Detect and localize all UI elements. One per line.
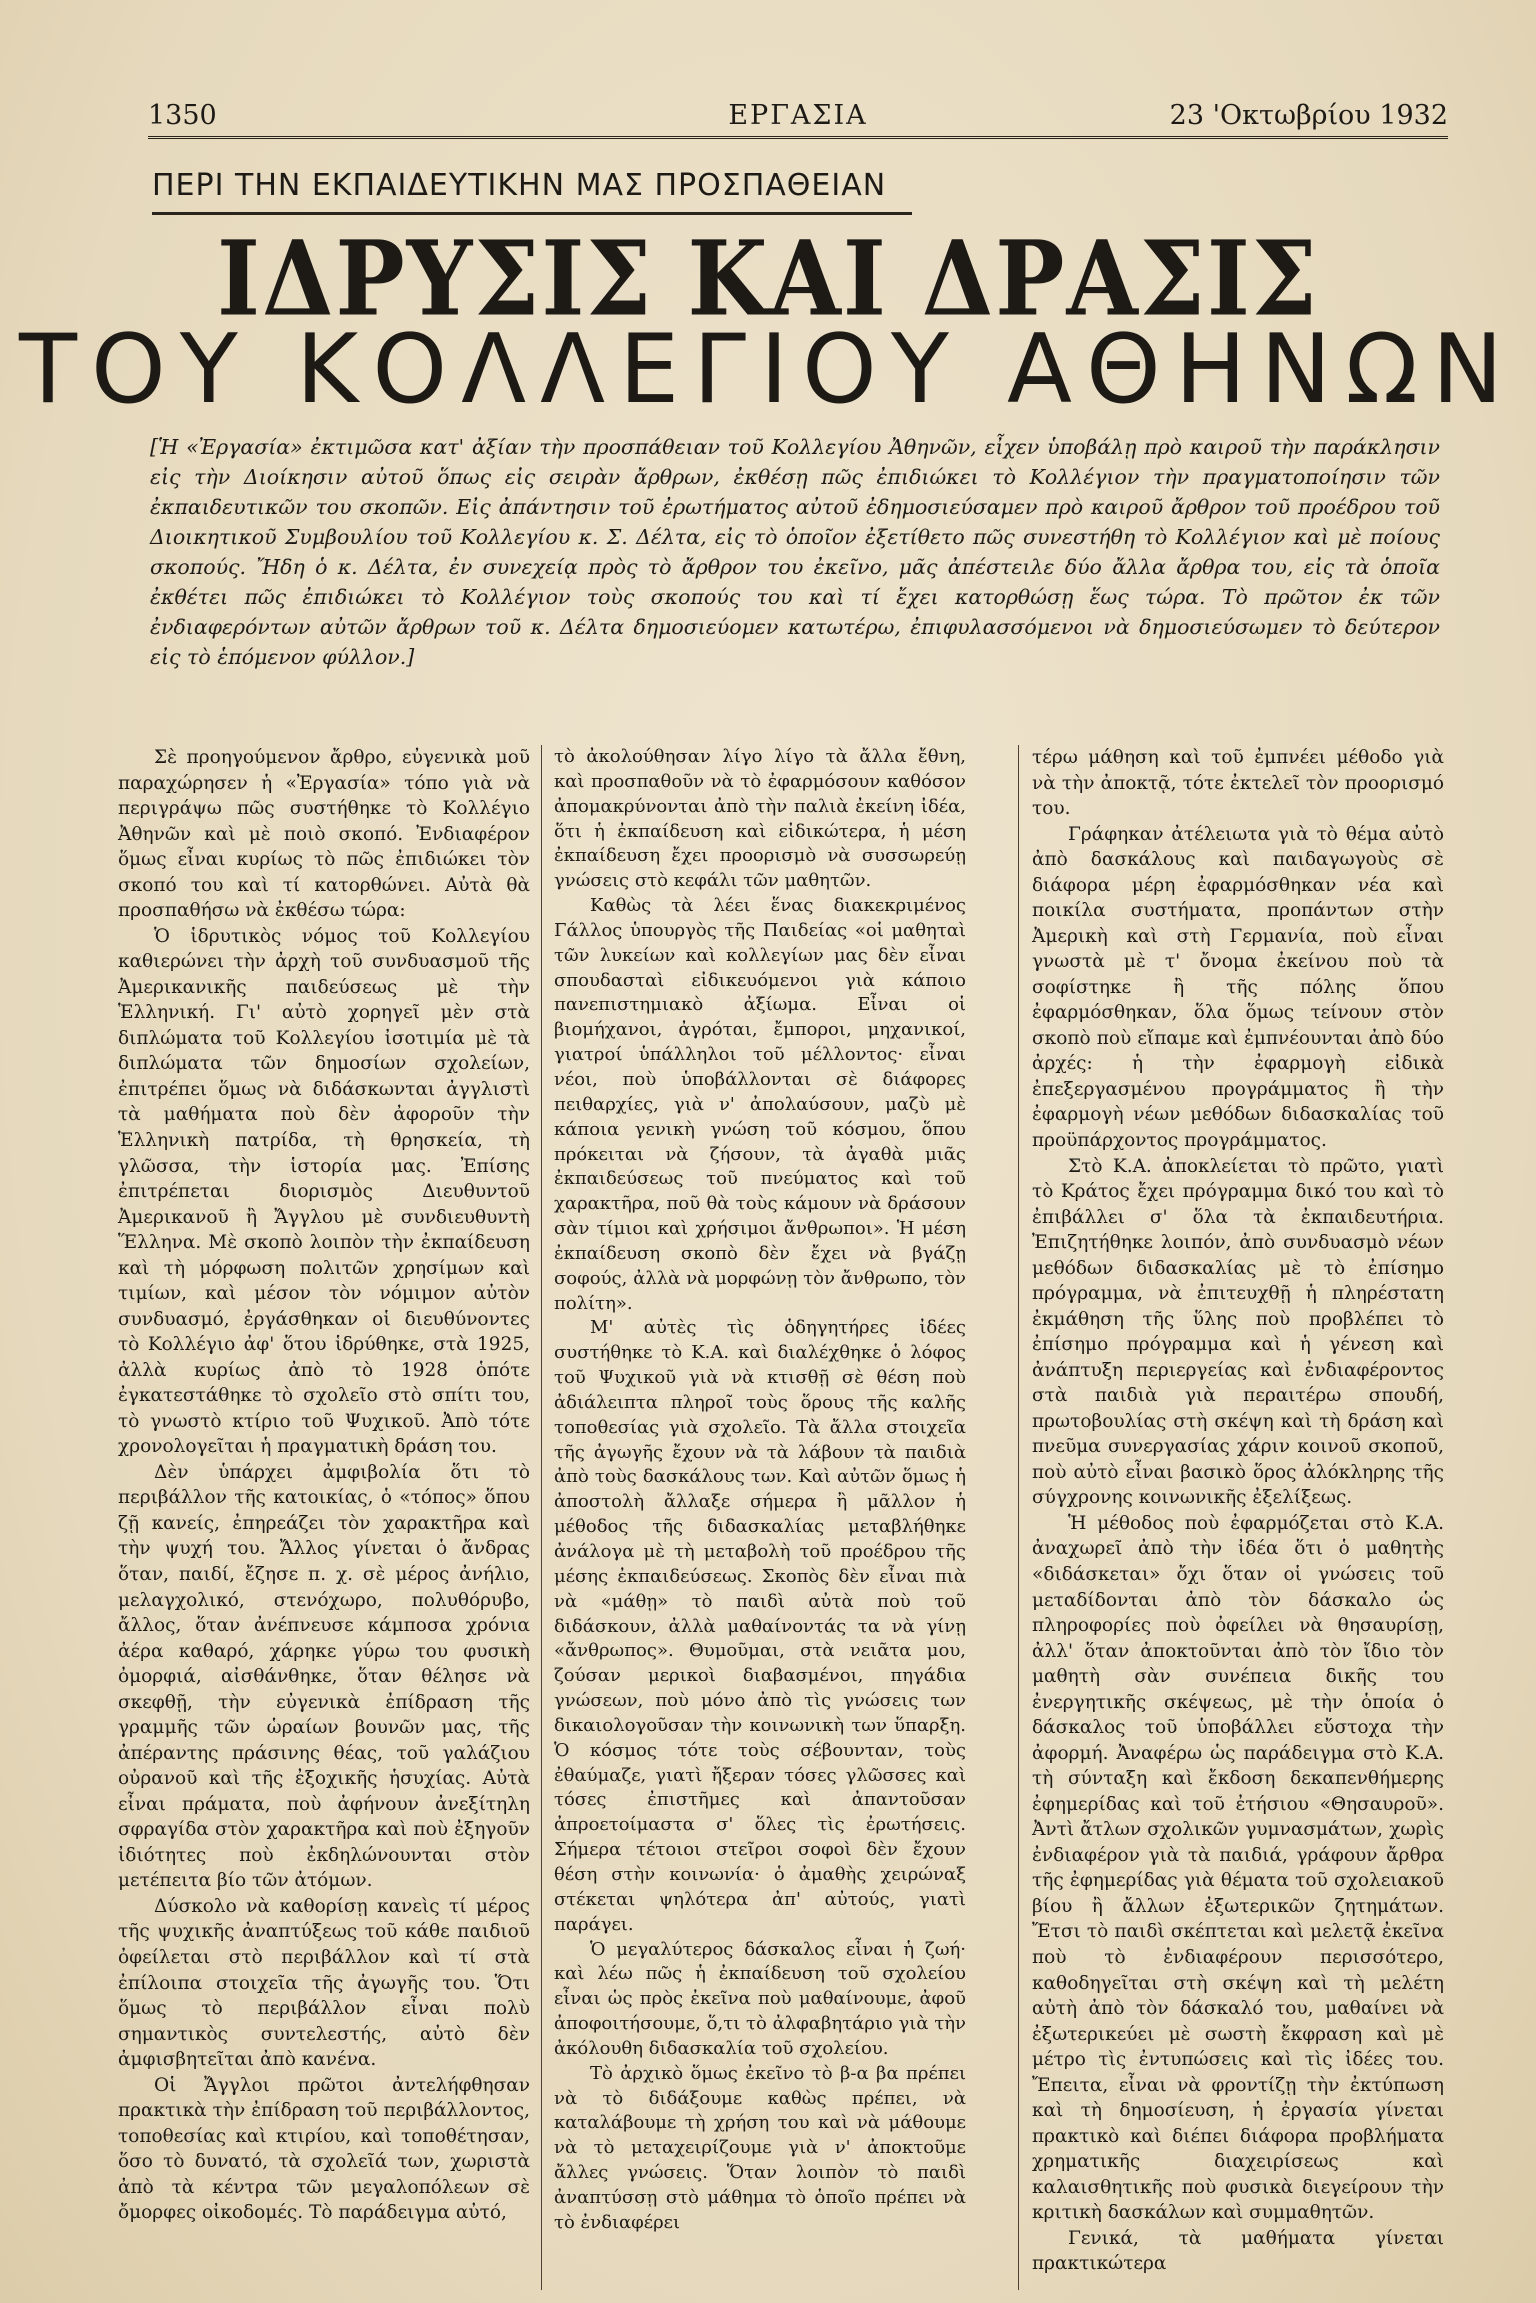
headline-line-2: ΤΟΥ ΚΟΛΛΕΓΙΟΥ ΑΘΗΝΩΝ — [19, 315, 1517, 425]
issue-date: 23 'Οκτωβρίου 1932 — [1169, 100, 1448, 131]
paragraph: Δὲν ὑπάρχει ἀμφιβολία ὅτι τὸ περιβάλλον τῆς κατοικίας, ὁ «τόπος» ὅπου ζῇ κανείς, ἐπηρεάζει τὸν χαρακτῆρα καὶ τὴν ψυχή του. Ἄλλος γίνεται ὁ ἄνδρας ὅταν, παιδί, ἔζησε π. χ. σὲ μέρος ἀνήλιο, μελαγχολικό, στενόχωρο, πολυθόρυβο, ἄλλος, ὅταν ἀνέπνευσε κάμποσα χρόνια ἀέρα καθαρό, χάρηκε γύρω του φυσικὴ ὀμορφιά, αἰσθάνθηκε, ὅταν θέλησε νὰ σκεφθῇ, τὴν εὐγενικὰ ἐπίδραση τῆς γραμμῆς τῶν ὡραίων βουνῶν μας, τῆς ἀπέραντης πράσινης θέας, τοῦ γαλάζιου οὐρανοῦ καὶ τῆς ἐξοχικῆς ἡσυχίας. Αὐτὰ εἶναι πράματα, ποὺ ἀφήνουν ἀνεξίτηλη σφραγίδα στὸν χαρακτῆρα καὶ ποὺ ἐξηγοῦν ἰδιότητες ποὺ ἐκδηλώνουνται στὸν μετέπειτα βίο τῶν ἀτόμων. — [118, 1461, 530, 1892]
paragraph: Γράφηκαν ἀτέλειωτα γιὰ τὸ θέμα αὐτὸ ἀπὸ δασκάλους καὶ παιδαγωγοὺς σὲ διάφορα μέρη ἐφαρμόσθηκαν νέα καὶ ποικίλα συστήματα, προπάντων στὴν Ἀμερικὴ καὶ στὴ Γερμανία, ποὺ εἶναι γνωστὰ μὲ τ' ὄνομα ἐκείνου ποὺ τὰ σοφίστηκε ἢ τῆς πόλης ὅπου ἐφαρμόσθηκαν, ὅλα ὅμως τείνουν στὸν σκοπὸ ποὺ εἴπαμε καὶ ἐμπνέουνται ἀπὸ δύο ἀρχές: ἡ τὴν ἐφαρμογὴ εἰδικὰ ἐπεξεργασμένου προγράμματος ἢ τὴν ἐφαρμογὴ νέων μεθόδων διδασκαλίας τοῦ προϋπάρχοντος προγράμματος. — [1032, 823, 1444, 1151]
paragraph: τὸ ἀκολούθησαν λίγο λίγο τὰ ἄλλα ἔθνη, καὶ προσπαθοῦν νὰ τὸ ἐφαρμόσουν καθόσον ἀπομακρύνονται ἀπὸ τὴν παλιὰ ἐκείνη ἰδέα, ὅτι ἡ ἐκπαίδευση καὶ εἰδικώτερα, ἡ μέση ἐκπαίδευση ἔχει προορισμὸ νὰ συσσωρεύῃ γνώσεις στὸ κεφάλι τῶν μαθητῶν. — [554, 746, 966, 892]
paragraph: Γενικά, τὰ μαθήματα γίνεται πρακτικώτερα — [1032, 2227, 1444, 2275]
section-rule — [152, 212, 912, 215]
paragraph: Ὁ μεγαλύτερος δάσκαλος εἶναι ἡ ζωή· καὶ λέω πῶς ἡ ἐκπαίδευση τοῦ σχολείου εἶναι ὡς πρὸς ἐκεῖνα ποὺ μαθαίνουμε, ἀφοῦ ἀποφοιτήσουμε, ὅ,τι τὸ ἀλφαβητάριο γιὰ τὴν ἀκόλουθη διδασκαλία τοῦ σχολείου. — [554, 1938, 966, 2059]
paragraph: Τὸ ἀρχικὸ ὅμως ἐκεῖνο τὸ β-α βα πρέπει νὰ τὸ διδάξουμε καθὼς πρέπει, νὰ καταλάβουμε τὴ χρήση του καὶ νὰ μάθουμε νὰ τὸ μεταχειρίζουμε γιὰ ν' ἀποκτοῦμε ἄλλες γνώσεις. Ὅταν λοιπὸν τὸ παιδὶ ἀναπτύσσῃ στὸ μάθημα τὸ ὁποῖο πρέπει νὰ τὸ ἐνδιαφέρει — [554, 2062, 966, 2233]
editorial-intro: [Ἡ «Ἐργασία» ἐκτιμῶσα κατ' ἀξίαν τὴν προσπάθειαν τοῦ Κολλεγίου Ἀθηνῶν, εἶχεν ὑποβάλῃ πρὸ καιροῦ τὴν παράκλησιν εἰς τὴν Διοίκησιν αὐτοῦ ὅπως εἰς σειρὰν ἄρθρων, ἐκθέσῃ πῶς ἐπιδιώκει τὸ Κολλέγιον τὴν πραγματοποίησιν τῶν ἐκπαιδευτικῶν του σκοπῶν. Εἰς ἀπάντησιν τοῦ ἐρωτήματος αὐτοῦ ἐδημοσιεύσαμεν πρὸ καιροῦ ἄρθρον τοῦ προέδρου τοῦ Διοικητικοῦ Συμβουλίου τοῦ Κολλεγίου κ. Σ. Δέλτα, εἰς τὸ ὁποῖον ἐξετίθετο πῶς συνεστήθη τὸ Κολλέγιον καὶ μὲ ποίους σκοπούς. Ἤδη ὁ κ. Δέλτα, ἐν συνεχείᾳ πρὸς τὸ ἄρθρον του ἐκεῖνο, μᾶς ἀπέστειλε δύο ἄλλα ἄρθρα του, εἰς τὰ ὁποῖα ἐκθέτει πῶς ἐπιδιώκει τὸ Κολλέγιον τοὺς σκοπούς του καὶ τί ἔχει κατορθώσῃ ἕως τώρα. Τὸ πρῶτον ἐκ τῶν ἐνδιαφερόντων αὐτῶν ἄρθρων τοῦ κ. Δέλτα δημοσιεύομεν κατωτέρω, ἐπιφυλασσόμενοι νὰ δημοσιεύσωμεν τὸ δεύτερον εἰς τὸ ἑπόμενον φύλλον.] — [150, 435, 1440, 669]
paragraph: Οἱ Ἄγγλοι πρῶτοι ἀντελήφθησαν πρακτικὰ τὴν ἐπίδραση τοῦ περιβάλλοντος, τοποθεσίας καὶ κτιρίου, καὶ τοποθέτησαν, ὅσο τὸ δυνατό, τὰ σχολεῖά των, χωριστὰ ἀπὸ τὰ κέντρα τῶν μεγαλοπόλεων σὲ ὄμορφες οἰκοδομές. Τὸ παράδειγμα αὐτό, — [118, 2074, 530, 2224]
paragraph: Ὁ ἱδρυτικὸς νόμος τοῦ Κολλεγίου καθιερώνει τὴν ἀρχὴ τοῦ συνδυασμοῦ τῆς Ἀμερικανικῆς παιδεύσεως μὲ τὴν Ἑλληνική. Γι' αὐτὸ χορηγεῖ μὲν στὰ διπλώματα τοῦ Κολλεγίου ἰσοτιμία μὲ τὰ διπλώματα τῶν δημοσίων σχολείων, ἐπιτρέπει ὅμως νὰ διδάσκωνται ἀγγλιστὶ τὰ μαθήματα ποὺ δὲν ἀφοροῦν τὴν Ἑλληνικὴ πατρίδα, τὴ θρησκεία, τὴ γλῶσσα, τὴν ἱστορία μας. Ἐπίσης ἐπιτρέπεται διορισμὸς Διευθυντοῦ Ἀμερικανοῦ ἢ Ἄγγλου μὲ συνδιευθυντὴ Ἕλληνα. Μὲ σκοπὸ λοιπὸν τὴν ἐκπαίδευση καὶ τὴ μόρφωση πολιτῶν χρησίμων καὶ τιμίων, καὶ μέσον τὸν νόμιμον αὐτὸν συνδυασμό, ἐργάσθηκαν οἱ διευθύνοντες τὸ Κολλέγιο ἀφ' ὅτου ἱδρύθηκε, στὰ 1925, ἀλλὰ κυρίως ἀπὸ τὸ 1928 ὁπότε ἐγκατεστάθηκε τὸ σχολεῖο στὸ σπίτι του, τὸ γνωστὸ κτίριο τοῦ Ψυχικοῦ. Ἀπὸ τότε χρονολογεῖται ἡ πραγματικὴ δράση του. — [118, 925, 530, 1458]
publication-title: ΕΡΓΑΣΙΑ — [728, 100, 868, 131]
section-label: ΠΕΡΙ ΤΗΝ ΕΚΠΑΙΔΕΥΤΙΚΗΝ ΜΑΣ ΠΡΟΣΠΑΘΕΙΑΝ — [152, 168, 887, 203]
page-number: 1350 — [148, 100, 217, 131]
article-column-2 — [554, 745, 966, 2236]
article-column-3 — [1032, 745, 1444, 2277]
column-divider — [541, 745, 542, 2290]
paragraph: Μ' αὐτὲς τὶς ὁδηγητήρες ἰδέες συστήθηκε τὸ Κ.Α. καὶ διαλέχθηκε ὁ λόφος τοῦ Ψυχικοῦ γιὰ νὰ κτισθῇ σὲ θέση ποὺ ἀδιάλειπτα πληροῖ τοὺς ὅρους τῆς καλῆς τοποθεσίας γιὰ σχολεῖο. Τὰ ἄλλα στοιχεῖα τῆς ἀγωγῆς ἔχουν νὰ τὰ λάβουν τὰ παιδιὰ ἀπὸ τοὺς δασκάλους των. Καὶ αὐτῶν ὅμως ἡ ἀποστολὴ ἄλλαξε σήμερα ἢ μᾶλλον ἡ μέθοδος τῆς διδασκαλίας μεταβλήθηκε ἀνάλογα μὲ τὴ μεταβολὴ τοῦ προέδρου τῆς μέσης ἐκπαιδεύσεως. Σκοπὸς δὲν εἶναι πιὰ νὰ «μάθῃ» τὸ παιδὶ αὐτὰ ποὺ τοῦ διδάσκουν, ἀλλὰ μαθαίνοντάς τα νὰ γίνῃ «ἄνθρωπος». Θυμοῦμαι, στὰ νειᾶτα μου, ζούσαν μερικοὶ διαβασμένοι, πηγάδια γνώσεων, ποὺ μόνο ἀπὸ τὶς γνώσεις των δικαιολογοῦσαν τὴν κοινωνικὴ των ὕπαρξη. Ὁ κόσμος τότε τοὺς σέβουνταν, τοὺς ἐθαύμαζε, γιατὶ ἤξεραν τόσες γλῶσσες καὶ τόσες ἐπιστῆμες καὶ ἀπαντοῦσαν ἀπροετοίμαστα σ' ὅλες τὶς ἐρωτήσεις. Σήμερα τέτοιοι στεῖροι σοφοὶ δὲν ἔχουν θέση στὴν κοινωνία· ὁ ἀμαθὴς χειρώναξ στέκεται ψηλότερα ἀπ' αὐτούς, γιατὶ παράγει. — [554, 1317, 966, 1935]
paragraph: Σὲ προηγούμενον ἄρθρο, εὐγενικὰ μοῦ παραχώρησεν ἡ «Ἐργασία» τόπο γιὰ νὰ περιγράψω πῶς συστήθηκε τὸ Κολλέγιο Ἀθηνῶν καὶ μὲ ποιὸ σκοπό. Ἐνδιαφέρον ὅμως εἶναι κυρίως τὸ πῶς ἐπιδιώκει τὸν σκοπό του καὶ τί κατορθώνει. Αὐτὰ θὰ προσπαθήσω νὰ ἐκθέσω τώρα: — [118, 747, 530, 922]
headline-line-1: ΙΔΡΥΣΙΣ ΚΑΙ ΔΡΑΣΙΣ — [217, 218, 1319, 339]
paragraph: Δύσκολο νὰ καθορίσῃ κανεὶς τί μέρος τῆς ψυχικῆς ἀναπτύξεως τοῦ κάθε παιδιοῦ ὀφείλεται στὸ περιβάλλον καὶ τί στὰ ἐπίλοιπα στοιχεῖα τῆς ἀγωγῆς του. Ὅτι ὅμως τὸ περιβάλλον εἶναι πολὺ σημαντικὸς συντελεστής, αὐτὸ δὲν ἀμφισβητεῖται ἀπὸ κανένα. — [118, 1895, 530, 2071]
paragraph: Στὸ Κ.Α. ἀποκλείεται τὸ πρῶτο, γιατὶ τὸ Κράτος ἔχει πρόγραμμα δικό του καὶ τὸ ἐπιβάλλει σ' ὅλα τὰ ἐκπαιδευτήρια. Ἐπιζητήθηκε λοιπόν, ἀπὸ συνδυασμὸ νέων μεθόδων διδασκαλίας μὲ τὸ ἐπίσημο πρόγραμμα, νὰ ἐπιτευχθῇ ἡ πληρέστατη ἐκμάθηση τῆς ὕλης ποὺ προβλέπει τὸ ἐπίσημο πρόγραμμα καὶ ἡ γένεση καὶ ἀνάπτυξη περιεργείας καὶ ἐνδιαφέροντος στὰ παιδιὰ γιὰ περαιτέρω σπουδή, πρωτοβουλίας στὴ σκέψη καὶ τὴ δράση καὶ πνεῦμα συνεργασίας χάριν κοινοῦ σκοποῦ, ποὺ αὐτὸ εἶναι βασικὸ ὅρος ἀλόκληρης τῆς σύγχρονης κοινωνικῆς ἐξελίξεως. — [1032, 1155, 1444, 1509]
article-column-1 — [118, 745, 530, 2226]
paragraph: Ἡ μέθοδος ποὺ ἐφαρμόζεται στὸ Κ.Α. ἀναχωρεῖ ἀπὸ τὴν ἰδέα ὅτι ὁ μαθητὴς «διδάσκεται» ὄχι ὅταν οἱ γνώσεις τοῦ μεταδίδονται ἀπὸ τὸν δάσκαλο ὡς πληροφορίες ποὺ ὀφείλει νὰ θησαυρίσῃ, ἀλλ' ὅταν ἀποκτοῦνται ἀπὸ τὸν ἴδιο τὸν μαθητὴ σὰν συνέπεια δικῆς του ἐνεργητικῆς σκέψεως, μὲ τὴν ὁποία ὁ δάσκαλος τοῦ ὑποβάλλει εὔστοχα τὴν ἀφορμή. Ἀναφέρω ὡς παράδειγμα στὸ Κ.Α. τὴ σύνταξη καὶ ἔκδοση δεκαπενθήμερης ἐφημερίδας καὶ τοῦ ἐτήσιου «Θησαυροῦ». Ἀντὶ ἄτλων σχολικῶν γυμνασμάτων, χωρὶς ἐνδιαφέρον γιὰ τὰ παιδιά, γράφουν ἄρθρα τῆς ἐφημερίδας γιὰ θέματα τοῦ σχολειακοῦ βίου ἢ ἄλλων ἐξωτερικῶν ζητημάτων. Ἔτσι τὸ παιδὶ σκέπτεται καὶ μελετᾷ ἐκεῖνα ποὺ τὸ ἐνδιαφέρουν περισσότερο, καθοδηγεῖται στὴ σκέψη καὶ τὴ μελέτη αὐτὴ ἀπὸ τὸν δάσκαλό του, μαθαίνει νὰ ἐξωτερικεύει μὲ σωστὴ ἔκφραση καὶ μὲ μέτρο τὶς ἐντυπώσεις καὶ τὶς ἰδέες του. Ἔπειτα, εἶναι νὰ φροντίζῃ τὴν ἐκτύπωση καὶ τὴ δημοσίευση, ἡ ἐργασία γίνεται πρακτικὸ καὶ διέπει διάφορα προβλήματα χρηματικῆς διαχειρίσεως καὶ καλαισθητικῆς ποὺ φυσικὰ διεγείρουν τὴν κριτικὴ δασκάλων καὶ συμμαθητῶν. — [1032, 1512, 1444, 2224]
column-divider — [1018, 745, 1019, 2290]
page-header — [148, 100, 1448, 140]
header-rule — [148, 136, 1448, 139]
paragraph: Καθὼς τὰ λέει ἕνας διακεκριμένος Γάλλος ὑπουργὸς τῆς Παιδείας «οἱ μαθηταὶ τῶν λυκείων καὶ κολλεγίων μας δὲν εἶναι σπουδασταὶ εἰδικευόμενοι γιὰ κάποιο πανεπιστημιακὸ ἀξίωμα. Εἶναι οἱ βιομήχανοι, ἀγρόται, ἔμποροι, μηχανικοί, γιατροί ὑπάλληλοι τοῦ μέλλοντος· εἶναι νέοι, ποὺ ὑποβάλλονται σὲ διάφορες πειθαρχίες, γιὰ ν' ἀπολαύσουν, μαζὺ μὲ κάποια γενικὴ γνώση τοῦ κόσμου, ὅπου πρόκειται νὰ ζήσουν, τὰ ἀγαθὰ μιᾶς ἐκπαιδεύσεως τοῦ πνεύματος καὶ τοῦ χαρακτῆρα, ποῦ θὰ τοὺς κάμουν νὰ δράσουν σὰν τίμιοι καὶ χρήσιμοι ἄνθρωποι». Ἡ μέση ἐκπαίδευση σκοπὸ δὲν ἔχει νὰ βγάζῃ σοφούς, ἀλλὰ νὰ μορφώνῃ τὸν ἄνθρωπο, τὸν πολίτη». — [554, 895, 966, 1314]
paragraph: τέρω μάθηση καὶ τοῦ ἐμπνέει μέθοδο γιὰ νὰ τὴν ἀποκτᾷ, τότε ἐκτελεῖ τὸν προορισμό του. — [1032, 747, 1444, 820]
